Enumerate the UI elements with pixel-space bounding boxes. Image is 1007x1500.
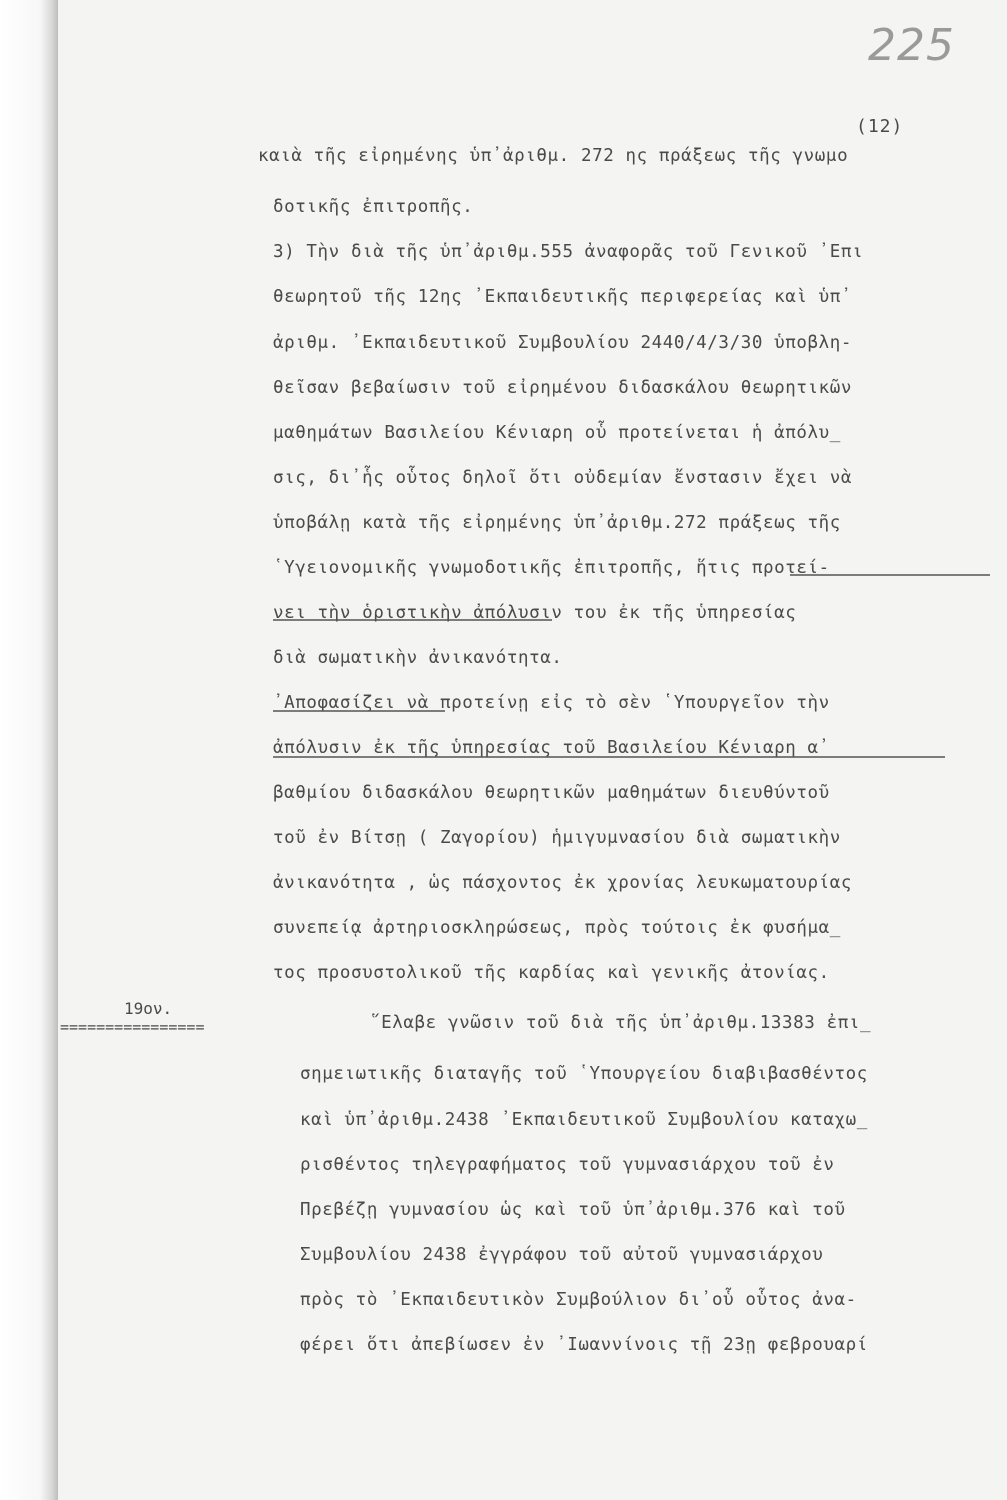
- text-line: 3) Τὴν διὰ τῆς ὑπ᾽ἀριθμ.555 ἀναφορᾶς τοῦ Γενικοῦ ᾽Επι: [273, 242, 864, 262]
- folio-number: 225: [868, 20, 955, 71]
- section-rule: ================: [60, 1018, 205, 1036]
- text-line: ἀριθμ. ᾽Εκπαιδευτικοῦ Συμβουλίου 2440/4/3/30 ὑποβλη-: [273, 333, 853, 353]
- text-line: ρισθέντος τηλεγραφήματος τοῦ γυμνασιάρχου τοῦ ἐν: [300, 1155, 835, 1175]
- text-line: θεῖσαν βεβαίωσιν τοῦ εἰρημένου διδασκάλου θεωρητικῶν: [273, 378, 853, 398]
- text-line: σις, δι᾽ἧς οὗτος δηλοῖ ὅτι οὐδεμίαν ἔνστασιν ἔχει νὰ: [273, 468, 853, 488]
- text-line: συνεπείᾳ ἀρτηριοσκληρώσεως, πρὸς τούτοις ἐκ φυσήμα_: [273, 918, 841, 938]
- text-line: τος προσυστολικοῦ τῆς καρδίας καὶ γενικῆς ἀτονίας.: [273, 963, 830, 983]
- text-line: σημειωτικῆς διαταγῆς τοῦ ῾Υπουργείου διαβιβασθέντος: [300, 1064, 868, 1084]
- section-marker: [60, 1000, 205, 1036]
- text-line: Πρεβέζῃ γυμνασίου ὡς καὶ τοῦ ὑπ᾽ἀριθμ.376 καὶ τοῦ: [300, 1200, 846, 1220]
- text-line: βαθμίου διδασκάλου θεωρητικῶν μαθημάτων διευθύντοῦ: [273, 783, 830, 803]
- decision-line: ᾽Αποφασίζει νὰ προτείνῃ εἰς τὸ σὲν ῾Υπουργεῖον τὴν: [273, 693, 830, 713]
- text-line: ἀπόλυσιν ἐκ τῆς ὑπηρεσίας τοῦ Βασιλείου Κένιαρη α᾽: [273, 738, 830, 758]
- text-line: πρὸς τὸ ᾽Εκπαιδευτικὸν Συμβούλιον δι᾽οὗ οὗτος ἀνα-: [300, 1290, 857, 1310]
- text-line: Συμβουλίου 2438 ἐγγράφου τοῦ αὐτοῦ γυμνασιάρχου: [300, 1245, 824, 1265]
- text-line: ῾Υγειονομικῆς γνωμοδοτικῆς ἐπιτροπῆς, ἥτις προτεί-: [273, 558, 830, 578]
- text-line: καιὰ τῆς εἰρημένης ὑπ᾽ἀριθμ. 272 ης πράξεως τῆς γνωμο: [258, 146, 849, 166]
- text-line: καὶ ὑπ᾽ἀριθμ.2438 ᾽Εκπαιδευτικοῦ Συμβουλίου καταχω_: [300, 1110, 868, 1130]
- text-line: νει τὴν ὁριστικὴν ἀπόλυσιν του ἐκ τῆς ὑπηρεσίας: [273, 603, 797, 623]
- text-line: ὑποβάλῃ κατὰ τῆς εἰρημένης ὑπ᾽ἀριθμ.272 πράξεως τῆς: [273, 513, 841, 533]
- text-line: μαθημάτων Βασιλείου Κένιαρη οὗ προτείνεται ἡ ἀπόλυ_: [273, 423, 841, 443]
- text-line: ἀνικανότητα , ὡς πάσχοντος ἐκ χρονίας λευκωματουρίας: [273, 873, 853, 893]
- page-number: (12): [856, 116, 904, 137]
- text-line: διὰ σωματικὴν ἀνικανότητα.: [273, 648, 563, 668]
- text-line: θεωρητοῦ τῆς 12ης ᾽Εκπαιδευτικῆς περιφερείας καὶ ὑπ᾽: [273, 287, 853, 307]
- text-line: ῞Ελαβε γνῶσιν τοῦ διὰ τῆς ὑπ᾽ἀριθμ.13383 ἐπι_: [370, 1013, 872, 1033]
- text-line: τοῦ ἐν Βίτσῃ ( Ζαγορίου) ἡμιγυμνασίου διὰ σωματικὴν: [273, 828, 841, 848]
- text-line: φέρει ὅτι ἀπεβίωσεν ἐν ᾽Ιωαννίνοις τῇ 23ῃ φεβρουαρί: [300, 1335, 868, 1355]
- section-number: 19ον.: [124, 999, 173, 1018]
- text-line: δοτικῆς ἐπιτροπῆς.: [273, 197, 474, 217]
